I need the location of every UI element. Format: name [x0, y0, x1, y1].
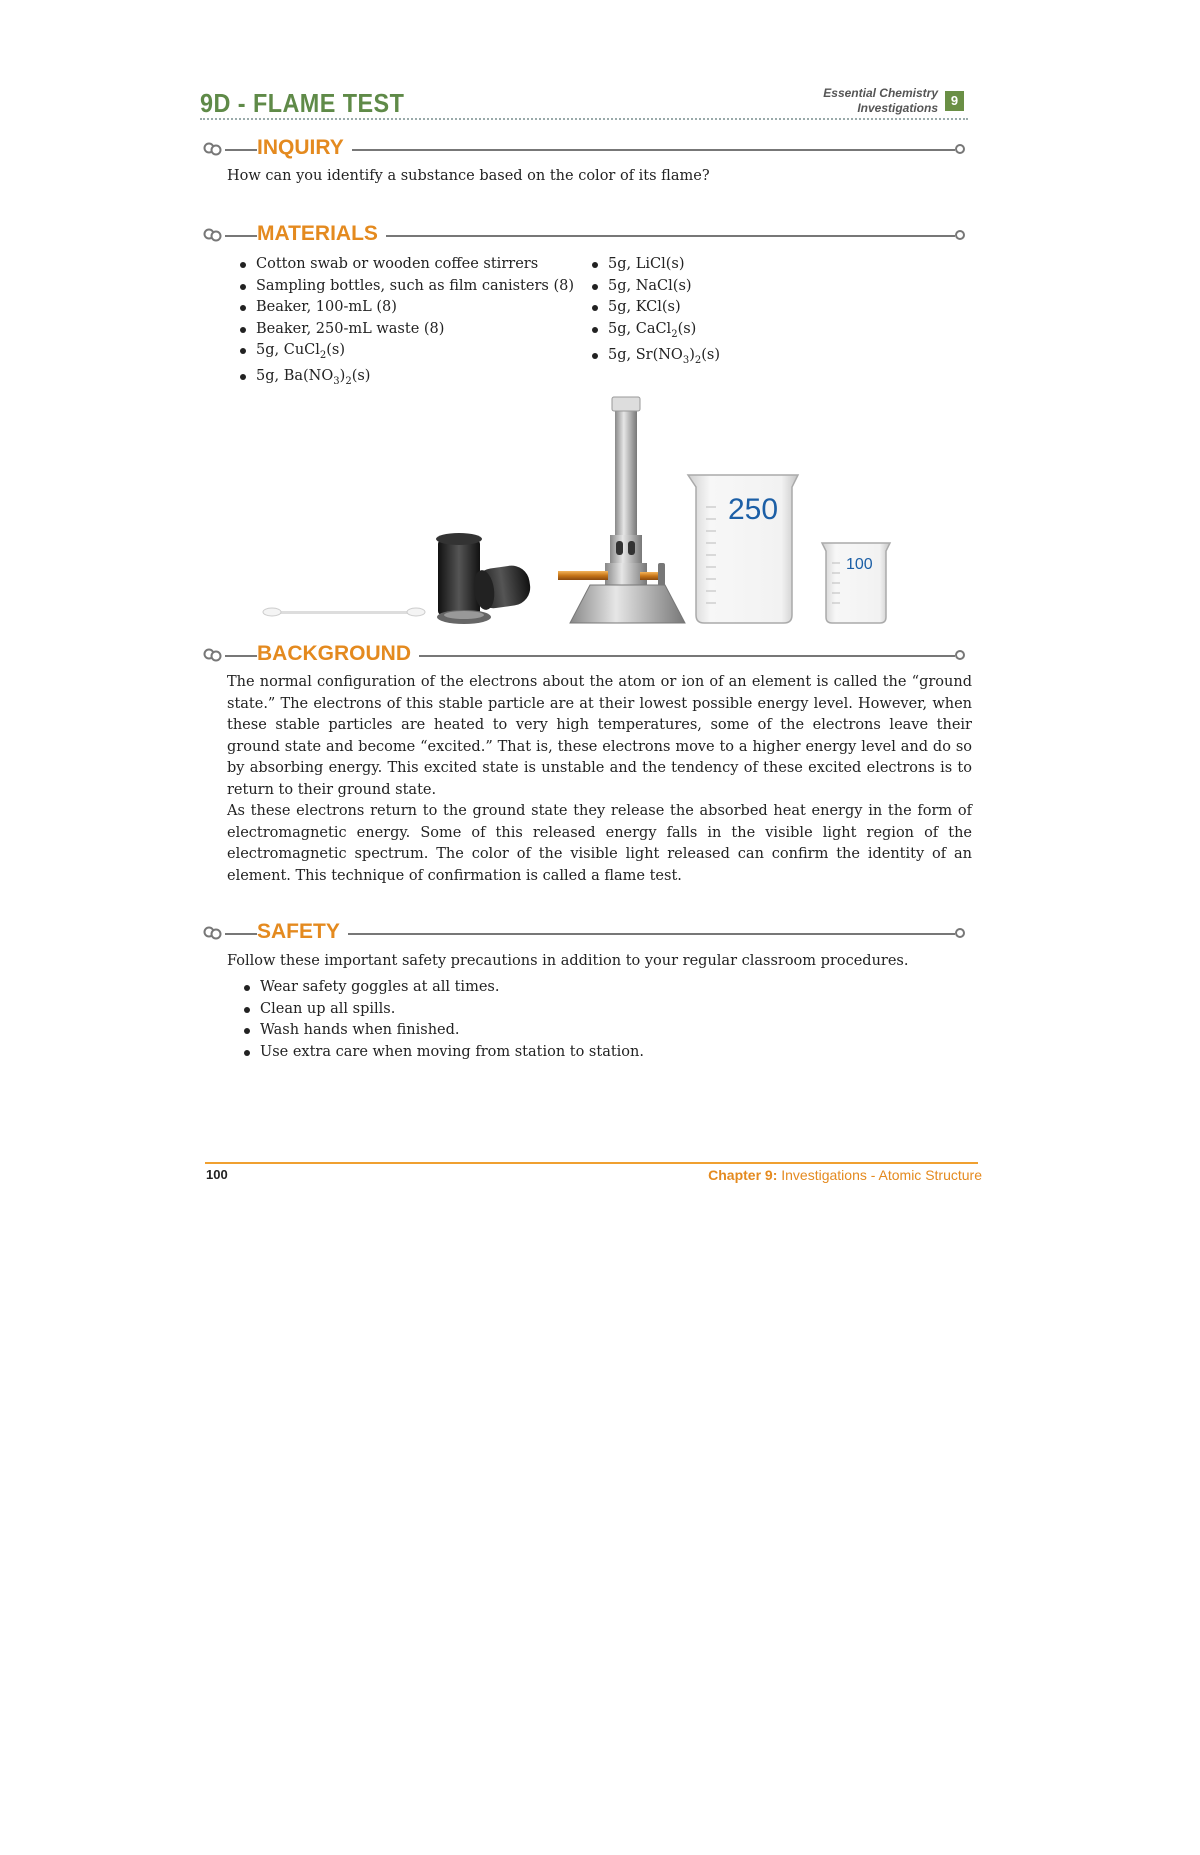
list-item: 5g, KCl(s) — [590, 297, 840, 319]
list-item: Use extra care when moving from station to station. — [242, 1042, 942, 1064]
safety-intro: Follow these important safety precautions in addition to your regular classroom procedures. — [227, 953, 909, 969]
list-item: Wash hands when finished. — [242, 1020, 942, 1042]
section-header-safety — [203, 922, 965, 946]
beaker-250-label: 250 — [728, 493, 779, 526]
list-item: 5g, LiCl(s) — [590, 254, 840, 276]
line-end-circle-icon — [955, 928, 965, 938]
list-item: Cotton swab or wooden coffee stirrers — [238, 254, 578, 276]
line-end-circle-icon — [955, 650, 965, 660]
list-item: 5g, CuCl$_2$(s) — [238, 340, 578, 366]
chapter-badge: 9 — [945, 91, 964, 111]
section-heading: BACKGROUND — [257, 642, 419, 666]
section-heading: SAFETY — [257, 920, 348, 944]
lab-equipment-illustration — [260, 395, 910, 630]
background-paragraph-1: The normal configuration of the electrons about the atom or ion of an element is called the “ground state.” The electrons of this stable particle are at their lowest possible energy level. However, when these stable particles are heated to very high temperatures, some of the electrons leave their ground state and become “excited.” That is, these electrons move to a higher energy level and do so by absorbing energy. This excited state is unstable and the tendency of these excited electrons is to return to their ground state. — [227, 674, 972, 798]
list-item: 5g, $Ba(NO_3)_2(s)$ — [238, 366, 578, 392]
list-item: Beaker, 100-mL (8) — [238, 297, 578, 319]
film-canister-icon — [436, 533, 533, 624]
footer-chapter-title: Investigations - Atomic Structure — [777, 1167, 982, 1183]
list-item: Beaker, 250-mL waste (8) — [238, 319, 578, 341]
beaker-100ml-icon — [822, 543, 890, 623]
beaker-100-label: 100 — [846, 556, 873, 573]
safety-list — [242, 977, 942, 1063]
book-title-line2: Investigations — [857, 101, 938, 115]
bunsen-burner-icon — [558, 397, 685, 623]
chain-link-icon — [203, 228, 225, 242]
list-item: 5g, $Sr(NO_3)_2(s)$ — [590, 345, 840, 371]
chain-link-icon — [203, 648, 225, 662]
list-item: 5g, CaCl$_2$(s) — [590, 319, 840, 345]
list-item: Sampling bottles, such as film canisters (8) — [238, 276, 578, 298]
section-header-inquiry — [203, 138, 965, 162]
materials-list-left — [238, 254, 578, 393]
footer-divider — [205, 1162, 978, 1164]
section-header-materials — [203, 224, 965, 248]
section-heading: INQUIRY — [257, 136, 352, 160]
list-item: 5g, NaCl(s) — [590, 276, 840, 298]
inquiry-question: How can you identify a substance based on the color of its flame? — [227, 168, 710, 184]
book-title-line1: Essential Chemistry — [823, 86, 938, 100]
book-title — [823, 86, 938, 116]
chain-link-icon — [203, 142, 225, 156]
footer-chapter-prefix: Chapter 9: — [708, 1167, 778, 1183]
page-number: 100 — [206, 1167, 228, 1182]
page-title: 9D - FLAME TEST — [200, 88, 405, 118]
background-paragraph-2: As these electrons return to the ground state they release the absorbed heat energy in the form of electromagnetic energy. Some of this released energy falls in the visible light region of the electromagnetic spectrum. The color of the visible light released can confirm the identity of an element. This technique of confirmation is called a flame test. — [227, 803, 972, 884]
list-item: Wear safety goggles at all times. — [242, 977, 942, 999]
list-item: Clean up all spills. — [242, 999, 942, 1021]
footer-chapter — [708, 1167, 982, 1183]
line-end-circle-icon — [955, 144, 965, 154]
beaker-250ml-icon — [688, 475, 798, 623]
line-end-circle-icon — [955, 230, 965, 240]
section-header-background — [203, 644, 965, 668]
chain-link-icon — [203, 926, 225, 940]
header-divider — [200, 118, 968, 120]
materials-list-right — [590, 254, 840, 371]
cotton-swab-icon — [263, 608, 425, 616]
section-heading: MATERIALS — [257, 222, 386, 246]
